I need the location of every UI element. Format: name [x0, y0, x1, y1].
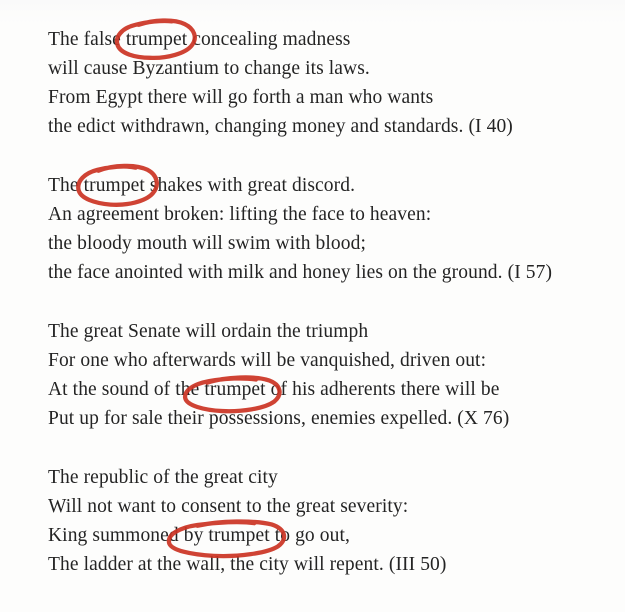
verse-line: the face anointed with milk and honey lies on the ground. (I 57) — [48, 262, 553, 283]
verse-line: King summoned by trumpet to go out, — [48, 525, 350, 546]
stanza-4 — [48, 463, 613, 579]
verse-line: From Egypt there will go forth a man who wants — [48, 87, 434, 108]
verse-line: The republic of the great city — [48, 467, 278, 488]
verse-line: the edict withdrawn, changing money and standards. (I 40) — [48, 116, 513, 137]
stanza-1 — [48, 25, 613, 141]
verse-line: The false trumpet concealing madness — [48, 29, 351, 50]
poem-text — [48, 25, 613, 609]
stanza-3 — [48, 317, 613, 433]
verse-line: Put up for sale their possessions, enemies expelled. (X 76) — [48, 408, 510, 429]
verse-line: will cause Byzantium to change its laws. — [48, 58, 370, 79]
verse-line: An agreement broken: lifting the face to heaven: — [48, 204, 432, 225]
verse-line: At the sound of the trumpet of his adherents there will be — [48, 379, 500, 400]
verse-line: the bloody mouth will swim with blood; — [48, 233, 366, 254]
stanza-2 — [48, 171, 613, 287]
verse-line: For one who afterwards will be vanquished, driven out: — [48, 350, 487, 371]
verse-line: The ladder at the wall, the city will repent. (III 50) — [48, 554, 447, 575]
verse-line: Will not want to consent to the great severity: — [48, 496, 409, 517]
verse-line: The great Senate will ordain the triumph — [48, 321, 369, 342]
verse-line: The trumpet shakes with great discord. — [48, 175, 356, 196]
